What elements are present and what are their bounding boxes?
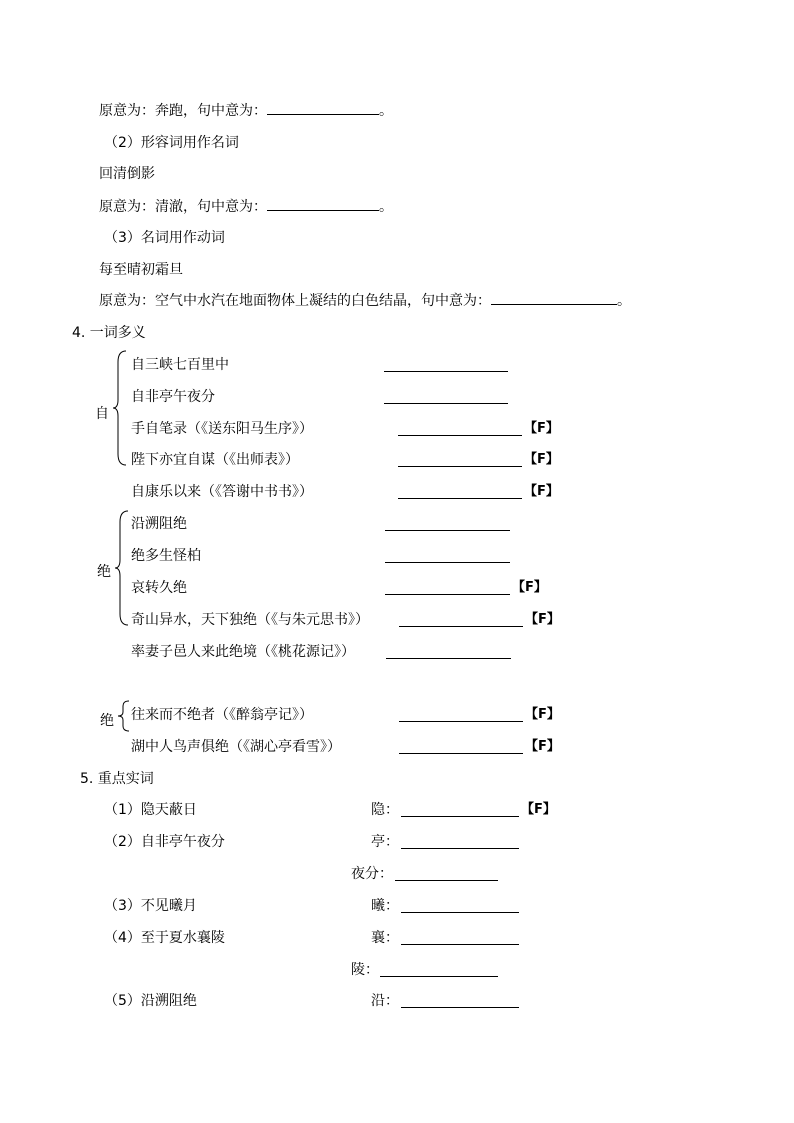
meaning-suffix: 。 (379, 199, 393, 215)
answer-blank[interactable] (399, 753, 523, 754)
answer-blank[interactable] (384, 403, 508, 404)
subsection-title-2: （2）形容词用作名词 (104, 135, 239, 151)
meaning-prefix: 原意为：空气中水汽在地面物体上凝结的白色结晶，句中意为： (99, 293, 491, 309)
answer-blank[interactable] (385, 530, 510, 531)
polysemy-sentence: 湖中人鸟声俱绝（《湖心亭看雪》） (131, 739, 341, 755)
brace-icon (112, 350, 128, 466)
meaning-line-3 (99, 292, 631, 310)
brace-icon (114, 510, 130, 626)
example-phrase: 回清倒影 (99, 166, 155, 182)
meaning-prefix: 原意为：清澈，句中意为： (99, 199, 267, 215)
answer-blank[interactable] (401, 944, 519, 945)
section-title: 5. 重点实词 (80, 771, 154, 787)
vocab-label: 夜分： (351, 866, 393, 882)
vocab-label: 隐： (371, 802, 399, 818)
tag-badge: 【F】 (525, 612, 560, 627)
tag-badge: 【F】 (512, 580, 547, 595)
answer-blank[interactable] (398, 498, 522, 499)
meaning-suffix: 。 (379, 103, 393, 119)
vocab-sentence: （1）隐天蔽日 (104, 802, 197, 818)
meaning-line-1 (99, 102, 393, 120)
answer-blank[interactable] (399, 626, 523, 627)
vocab-sentence: （3）不见曦月 (104, 898, 197, 914)
answer-blank[interactable] (399, 721, 523, 722)
polysemy-char: 绝 (97, 564, 111, 580)
polysemy-sentence: 沿溯阻绝 (131, 516, 187, 532)
polysemy-sentence: 自康乐以来（《答谢中书书》） (131, 484, 313, 500)
polysemy-sentence: 往来而不绝者（《醉翁亭记》） (131, 707, 313, 723)
answer-blank[interactable] (385, 594, 510, 595)
tag-badge: 【F】 (525, 739, 560, 754)
polysemy-sentence: 哀转久绝 (131, 580, 187, 596)
answer-blank[interactable] (267, 198, 379, 211)
tag-badge: 【F】 (524, 421, 559, 436)
answer-blank[interactable] (401, 1007, 519, 1008)
polysemy-sentence: 手自笔录（《送东阳马生序》） (131, 421, 313, 437)
polysemy-sentence: 奇山异水，天下独绝（《与朱元思书》） (131, 612, 369, 628)
tag-badge: 【F】 (525, 707, 560, 722)
answer-blank[interactable] (386, 658, 511, 659)
tag-badge: 【F】 (524, 484, 559, 499)
answer-blank[interactable] (401, 848, 519, 849)
vocab-label: 沿： (371, 993, 399, 1009)
vocab-label: 陵： (351, 962, 379, 978)
answer-blank[interactable] (384, 371, 508, 372)
tag-badge: 【F】 (521, 802, 556, 817)
vocab-label: 襄： (371, 930, 399, 946)
example-phrase: 每至晴初霜旦 (99, 262, 183, 278)
vocab-sentence: （5）沿溯阻绝 (104, 993, 197, 1009)
polysemy-sentence: 陛下亦宜自谋（《出师表》） (131, 452, 299, 468)
meaning-line-2 (99, 198, 393, 216)
answer-blank[interactable] (395, 880, 498, 881)
answer-blank[interactable] (398, 435, 522, 436)
answer-blank[interactable] (380, 976, 498, 977)
answer-blank[interactable] (491, 292, 617, 305)
tag-badge: 【F】 (524, 452, 559, 467)
polysemy-char: 自 (95, 406, 109, 422)
answer-blank[interactable] (398, 466, 522, 467)
polysemy-char: 绝 (100, 713, 114, 729)
polysemy-sentence: 自非亭午夜分 (131, 389, 215, 405)
answer-blank[interactable] (401, 816, 519, 817)
polysemy-sentence: 率妻子邑人来此绝境（《桃花源记》） (131, 644, 355, 660)
brace-icon (117, 700, 131, 732)
polysemy-sentence: 绝多生怪柏 (131, 548, 201, 564)
section-title: 4. 一词多义 (72, 325, 146, 341)
vocab-sentence: （2）自非亭午夜分 (104, 834, 225, 850)
meaning-prefix: 原意为：奔跑，句中意为： (99, 103, 267, 119)
vocab-label: 亭： (371, 834, 399, 850)
answer-blank[interactable] (267, 102, 379, 115)
meaning-suffix: 。 (617, 293, 631, 309)
polysemy-sentence: 自三峡七百里中 (131, 357, 229, 373)
subsection-title-3: （3）名词用作动词 (104, 230, 225, 246)
vocab-sentence: （4）至于夏水襄陵 (104, 930, 225, 946)
answer-blank[interactable] (385, 562, 510, 563)
vocab-label: 曦： (371, 898, 399, 914)
answer-blank[interactable] (401, 912, 519, 913)
